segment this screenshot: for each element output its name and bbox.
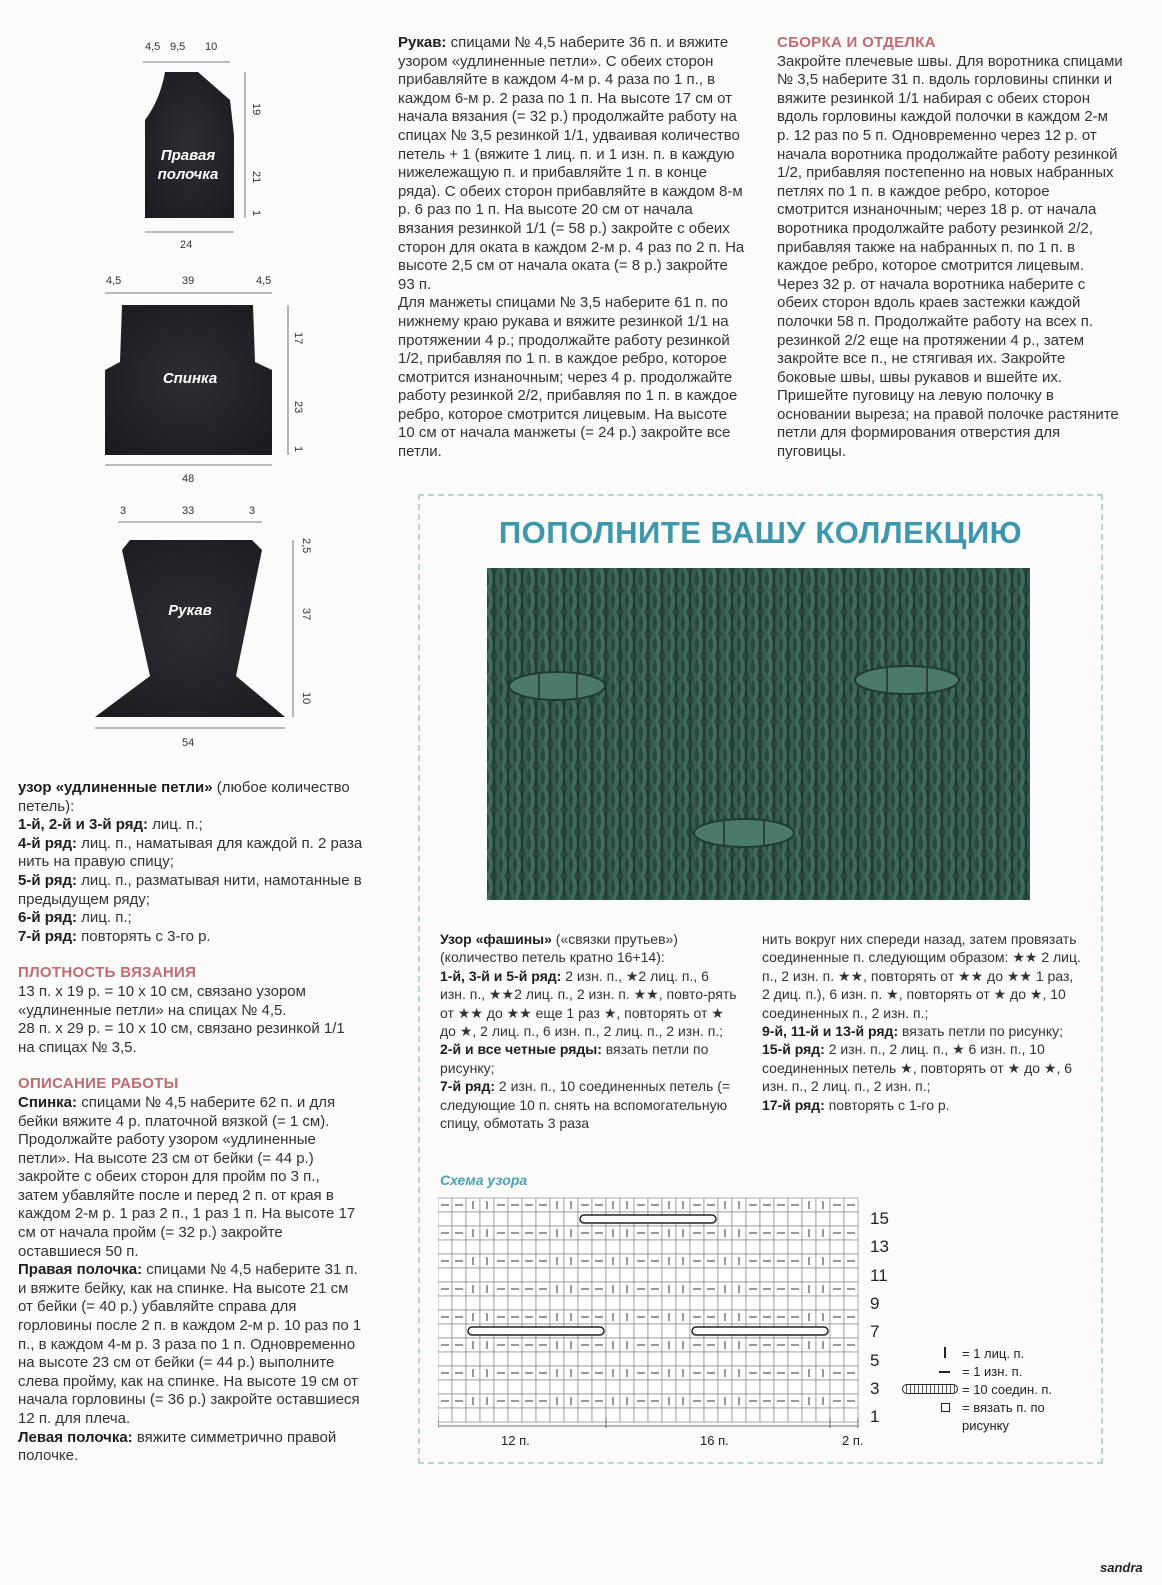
row-number: 1 <box>870 1407 880 1427</box>
fascine-pattern-right <box>762 930 1082 1114</box>
front-dim-1: 4,5 <box>145 41 161 53</box>
legend-knit-symbol <box>944 1347 946 1358</box>
joined-stitches-mark <box>468 1327 604 1335</box>
pattern-row: 7-й ряд: повторять с 3-го р. <box>18 927 211 945</box>
assembly-p1: Закройте плечевые швы. Для воротника спицами № 3,5 наберите 31 п. вдоль горловины спинки и вяжите резинкой 1/1 набирая с обеих сторон вдоль горловины каждой полочки в каждом 2-м р. 12 раз по 5 п. Одновременно через 12 р. от начала воротника продолжайте работу резинкой 1/2, прибавляя постепенно на новых набранных петлях по 1 п. в каждое ребро, которое смотрится изнаночным; через 18 р. от начала воротника продолжайте работу резинкой 2/2, прибавляя также на набранных п. по 1 п. в каждое ребро, которое смотрится лицевым. <box>777 52 1123 275</box>
right-front-label-1: Правая <box>160 147 216 164</box>
fascine-row-1: 1-й, 3-й и 5-й ряд: 2 изн. п., ★2 лиц. п., 6 изн. п., ★★2 лиц. п., 2 изн. п. ★★, повто-рять от ★★ до ★★ еще 1 раз ★, повторять от ★ до ★, 2 лиц. п., 6 изн. п., 2 лиц. п., 2 изн. п.; <box>440 967 737 1040</box>
density-1: 13 п. х 19 р. = 10 х 10 см, связано узором «удлиненные петли» на спицах № 4,5. <box>18 982 306 1019</box>
pattern-row: 5-й ряд: лиц. п., разматывая нити, намотанные в предыдущем ряду; <box>18 871 362 908</box>
back-dim-2: 39 <box>182 275 195 287</box>
fascine-row-7: 7-й ряд: 2 изн. п., 10 соединенных петель (= следующие 10 п. снять на вспомогательную спицу, обмотать 3 раза <box>440 1078 731 1132</box>
cuff-instructions: Для манжеты спицами № 3,5 наберите 61 п. по нижнему краю рукава и вяжите резинкой 1/1 на протяжении 4 р.; продолжайте работу резинкой 1/2, прибавляя по 1 п. в каждое ребро, которое смотрится изнаночным; через 4 р. продолжайте работу резинкой 2/2, прибавляя по 1 п. в каждое ребро, которое смотрится лицевым. На высоте 10 см от начала манжеты (= 24 р.) закройте все петли. <box>398 294 738 461</box>
back-dim-3: 4,5 <box>256 275 272 287</box>
legend-joined-symbol <box>902 1384 958 1394</box>
fascine-row-17: 17-й ряд: повторять с 1-го р. <box>762 1096 950 1113</box>
sleeve-instructions: Рукав: спицами № 4,5 наберите 36 п. и вяжите узором «удлиненные петли». С обеих сторон прибавляйте в каждом 4-м р. 4 раза по 1 п., в каждом 6-м р. 2 раза по 1 п. На высоте 17 см от начала вязания (= 32 р.) продолжайте работу на спицах № 3,5 резинкой 1/1, удваивая количество петель + 1 (вяжите 1 лиц. п. и 1 изн. п. в каждую нижележащую п. и прибавляйте 1 п. в конце ряда). С обеих сторон прибавляйте в каждом 8-м р. 6 раз по 1 п. На высоте 20 см от начала вязания резинкой 1/1 (= 58 р.) закройте с обеих сторон для оката в каждом 2-м р. 4 раз по 2 п. На высоте 2,5 см от начала оката (= 8 р.) закройте 93 п. <box>398 34 745 293</box>
sleeve-height-2: 37 <box>300 608 312 621</box>
middle-column <box>398 34 745 462</box>
assembly-p2: Через 32 р. от начала воротника наберите с обеих сторон вдоль краев застежки каждой полочки 58 п. Продолжайте работу на всех п. резинкой 2/2 еще на протяжении 4 р., затем закройте все п., не стягивая их. Закройте боковые швы, швы рукавов и вшейте их. Пришейте пуговицу на левую полочку в основании выреза; на правой полочке растяните петли для формирования отверстия для пуговицы. <box>777 275 1119 461</box>
row-number: 11 <box>870 1265 888 1285</box>
front-dim-3: 10 <box>205 41 218 53</box>
chart-label-2: 2 п. <box>842 1433 864 1448</box>
sleeve-dim-2: 33 <box>182 505 195 517</box>
back-height-2: 23 <box>292 401 304 414</box>
right-front-label-2: полочка <box>157 166 219 183</box>
front-dim-2: 9,5 <box>170 41 186 53</box>
stitch-chart <box>438 1196 863 1428</box>
fascine-row-2: 2-й и все четные ряды: вязать петли по рисунку; <box>440 1041 709 1076</box>
collection-title: ПОПОЛНИТЕ ВАШУ КОЛЛЕКЦИЮ <box>498 515 1023 550</box>
sleeve-dim-3: 3 <box>249 505 256 517</box>
sleeve-shape <box>95 540 285 717</box>
back-height-1: 17 <box>292 332 304 345</box>
knit-swatch-photo <box>487 568 1030 900</box>
fascine-row-15: 15-й ряд: 2 изн. п., 2 лиц. п., ★ 6 изн. п., 10 соединенных петель ★, повторять от ★ до ★, 6 изн. п., 2 лиц. п., 2 изн. п.; <box>762 1041 1073 1095</box>
chart-label-12: 12 п. <box>501 1433 530 1448</box>
fascine-pattern-left <box>440 930 738 1132</box>
row-number: 9 <box>870 1293 880 1313</box>
row-number: 3 <box>870 1378 880 1398</box>
legend-knit-text: = 1 лиц. п. <box>962 1346 1025 1361</box>
chart-grid <box>438 1198 858 1422</box>
pattern-row: 6-й ряд: лиц. п.; <box>18 909 132 927</box>
right-front-instructions: Правая полочка: спицами № 4,5 наберите 31 п. и вяжите бейку, как на спинке. На высоте 21 см от бейки (= 40 р.) убавляйте справа для горловины после 2 п. в каждом 2-м р. 10 раз по 1 п., в каждом 4-м р. 3 раза по 1 п. Одновременно на высоте 23 см от бейки (= 44 р.) выполните слева пройму, как на спинке. На высоте 19 см от начала горловины (= 36 р.) закройте оставшиеся 12 п. для плеча. <box>18 1261 362 1427</box>
joined-stitches-mark <box>692 1327 828 1335</box>
fascine-intro: Узор «фашины» («связки прутьев») (количество петель кратно 16+14): <box>440 931 678 966</box>
sleeve-label: Рукав <box>168 602 212 619</box>
left-column <box>18 779 364 1466</box>
left-front-instructions: Левая полочка: вяжите симметрично правой полочке. <box>18 1428 337 1465</box>
back-bottom-width: 48 <box>182 473 195 485</box>
right-column <box>777 34 1124 462</box>
pattern-intro: (любое количество петель): <box>18 779 350 815</box>
assembly-heading: СБОРКА И ОТДЕЛКА <box>777 34 936 51</box>
work-heading: ОПИСАНИЕ РАБОТЫ <box>18 1075 179 1093</box>
joined-stitches-mark <box>580 1215 716 1223</box>
row-number: 7 <box>870 1322 880 1342</box>
back-height-3: 1 <box>292 446 304 453</box>
front-bottom-width: 24 <box>180 239 193 251</box>
legend-purl-text: = 1 изн. п. <box>962 1364 1023 1379</box>
back-instructions: Спинка: спицами № 4,5 наберите 62 п. и для бейки вяжите 4 р. платочной вязкой (= 1 см). Продолжайте работу узором «удлиненные петли». На высоте 23 см от бейки (= 44 р.) закройте с обеих сторон для пройм по 3 п., затем убавляйте после и перед 2 п. от края в каждом 2-м р. 1 раз 2 п., 1 раз 1 п. На высоте 17 см от начала пройм (= 32 р.) закройте оставшиеся 50 п. <box>18 1093 356 1260</box>
front-height-2: 21 <box>250 171 262 184</box>
back-dim-1: 4,5 <box>106 275 122 287</box>
legend-empty-symbol <box>941 1403 950 1412</box>
sleeve-dim-1: 3 <box>120 505 127 517</box>
fascine-cont: нить вокруг них спереди назад, затем провязать соединенные п. следующим образом: ★★ 2 лиц. п., 2 изн. п. ★★, повторять от ★★ до ★★ 1 раз, 2 диц. п.), 6 изн. п. ★, повторять от ★ до ★, 10 соединенных п., 2 изн. п.; <box>762 931 1081 1021</box>
sleeve-bottom-width: 54 <box>182 737 195 749</box>
chart-title: Схема узора <box>440 1172 528 1188</box>
right-front-label <box>148 146 228 184</box>
row-number: 15 <box>870 1209 889 1228</box>
row-number: 5 <box>870 1350 880 1370</box>
right-front-shape <box>145 72 234 218</box>
pattern-title: узор «удлиненные петли» <box>18 779 213 796</box>
pattern-description <box>18 779 364 816</box>
pattern-row: 1-й, 2-й и 3-й ряд: лиц. п.; <box>18 816 203 834</box>
pattern-row: 4-й ряд: лиц. п., наматывая для каждой п. 2 раза нить на правую спицу; <box>18 834 363 871</box>
fascine-row-9: 9-й, 11-й и 13-й ряд: вязать петли по рисунку; <box>762 1023 1064 1040</box>
sleeve-height-1: 2,5 <box>300 538 312 554</box>
density-heading: ПЛОТНОСТЬ ВЯЗАНИЯ <box>18 964 197 982</box>
density-2: 28 п. х 29 р. = 10 х 10 см, связано резинкой 1/1 на спицах № 3,5. <box>18 1020 345 1056</box>
legend-empty-text: = вязать п. по рисунку <box>962 1400 1045 1433</box>
row-number: 13 <box>870 1237 889 1257</box>
back-label: Спинка <box>162 370 218 387</box>
sleeve-height-3: 10 <box>300 692 312 705</box>
chart-label-16: 16 п. <box>700 1433 729 1448</box>
legend-joined-text: = 10 соедин. п. <box>962 1382 1052 1397</box>
front-height-1: 19 <box>250 103 262 116</box>
legend-purl-symbol <box>939 1371 950 1373</box>
brand-footer: sandra <box>1100 1560 1143 1575</box>
front-height-3: 1 <box>250 210 262 217</box>
